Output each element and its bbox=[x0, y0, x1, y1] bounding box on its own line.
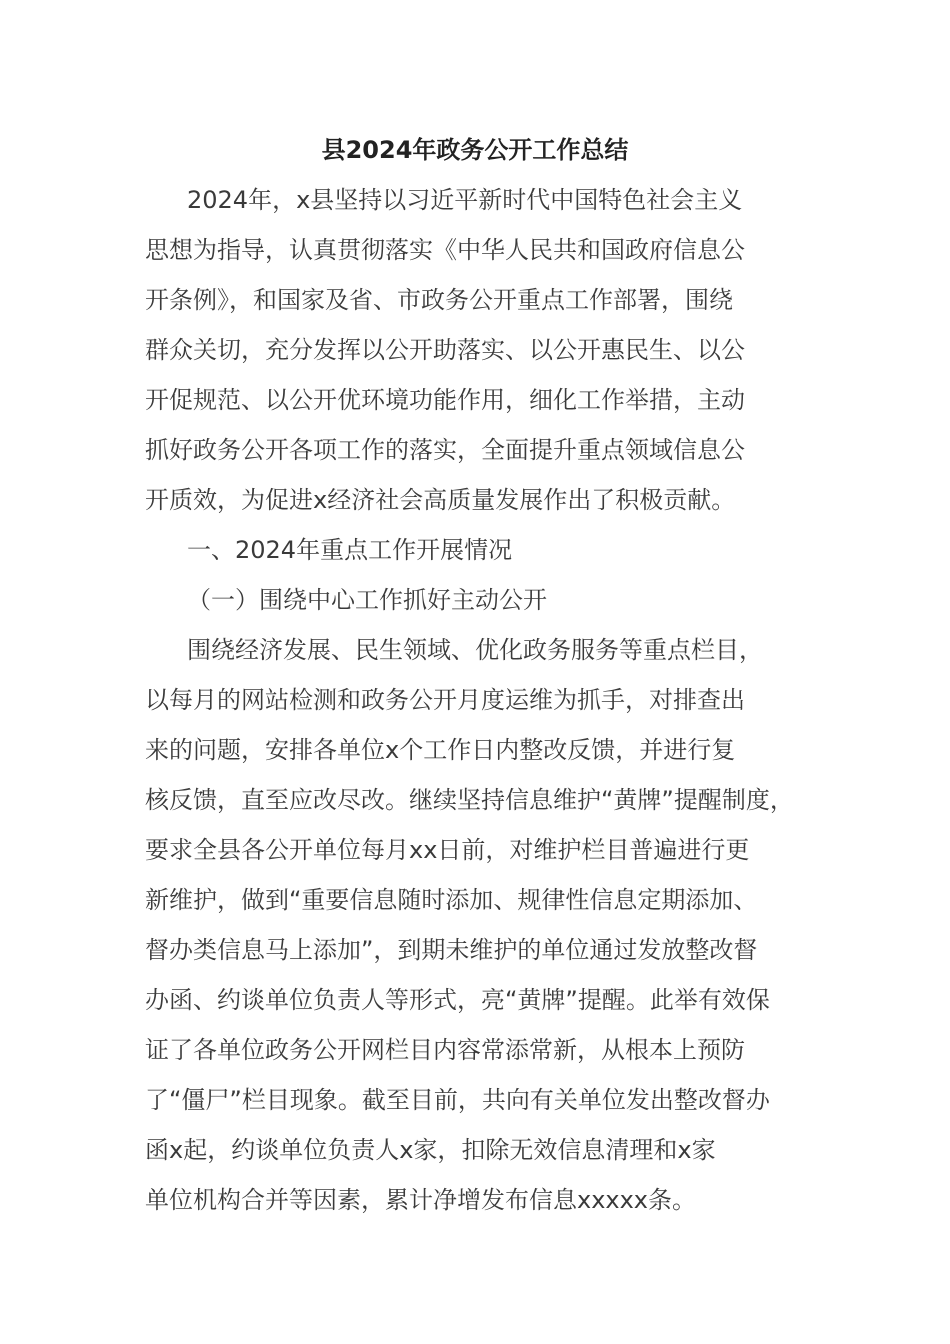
intro-paragraph-line: 群众关切，充分发挥以公开助落实、以公开惠民生、以公 bbox=[145, 336, 745, 364]
body-paragraph-line: 证了各单位政务公开网栏目内容常添常新，从根本上预防 bbox=[145, 1036, 745, 1064]
body-paragraph-line: 以每月的网站检测和政务公开月度运维为抓手，对排查出 bbox=[145, 686, 745, 714]
body-paragraph-line: 要求全县各公开单位每月xx日前，对维护栏目普遍进行更 bbox=[145, 836, 750, 864]
intro-paragraph-line: 2024年，x县坚持以习近平新时代中国特色社会主义 bbox=[187, 186, 743, 214]
intro-paragraph-line: 开质效，为促进x经济社会高质量发展作出了积极贡献。 bbox=[145, 486, 736, 514]
body-paragraph-line: 督办类信息马上添加”，到期未维护的单位通过发放整改督 bbox=[145, 936, 758, 964]
section-heading: 一、2024年重点工作开展情况 bbox=[187, 536, 513, 564]
body-paragraph-line: 了“僵尸”栏目现象。截至目前，共向有关单位发出整改督办 bbox=[145, 1086, 770, 1114]
body-paragraph-line: 办函、约谈单位负责人等形式，亮“黄牌”提醒。此举有效保 bbox=[145, 986, 770, 1014]
body-paragraph-line: 单位机构合并等因素，累计净增发布信息xxxxx条。 bbox=[145, 1186, 697, 1214]
intro-paragraph-line: 抓好政务公开各项工作的落实，全面提升重点领域信息公 bbox=[145, 436, 745, 464]
body-paragraph-line: 核反馈，直至应改尽改。继续坚持信息维护“黄牌”提醒制度， bbox=[145, 786, 794, 814]
body-paragraph-line: 围绕经济发展、民生领域、优化政务服务等重点栏目， bbox=[187, 636, 763, 664]
body-paragraph-line: 函x起，约谈单位负责人x家，扣除无效信息清理和x家 bbox=[145, 1136, 716, 1164]
intro-paragraph-line: 开条例》，和国家及省、市政务公开重点工作部署，围绕 bbox=[145, 286, 733, 314]
document-title: 县2024年政务公开工作总结 bbox=[321, 136, 629, 164]
intro-paragraph-line: 思想为指导，认真贯彻落实《中华人民共和国政府信息公 bbox=[145, 236, 745, 264]
body-paragraph-line: 新维护，做到“重要信息随时添加、规律性信息定期添加、 bbox=[145, 886, 758, 914]
intro-paragraph-line: 开促规范、以公开优环境功能作用，细化工作举措，主动 bbox=[145, 386, 745, 414]
body-paragraph-line: 来的问题，安排各单位x个工作日内整改反馈，并进行复 bbox=[145, 736, 736, 764]
subsection-heading: （一）围绕中心工作抓好主动公开 bbox=[187, 586, 547, 614]
